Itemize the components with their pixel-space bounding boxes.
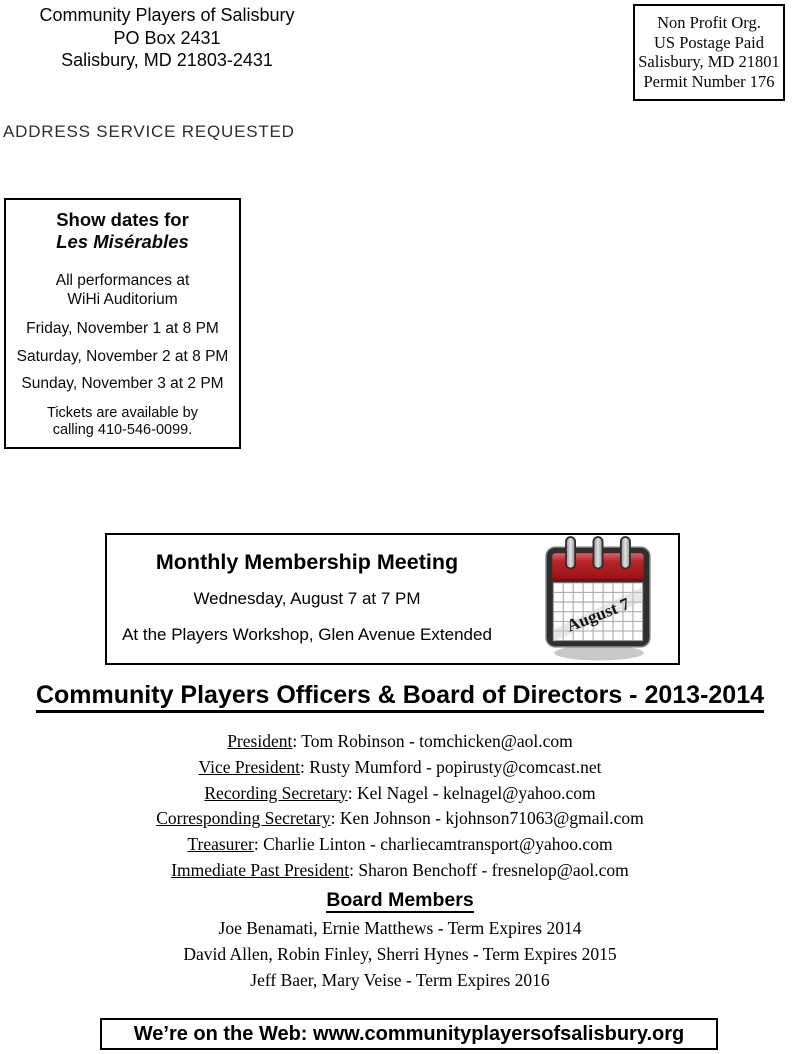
board-member-row: Jeff Baer, Mary Veise - Term Expires 2016	[250, 969, 550, 990]
board-member-row: David Allen, Robin Finley, Sherri Hynes - Term Expires 2015	[183, 943, 617, 964]
binder-ring	[593, 537, 602, 568]
officer-row	[0, 781, 800, 807]
venue-line: All performances at	[55, 272, 190, 289]
officer-row	[0, 806, 800, 832]
return-address-line: PO Box 2431	[113, 27, 221, 48]
performance-date: Saturday, November 2 at 8 PM	[16, 347, 229, 365]
officer-detail: : Sharon Benchoff - fresnelop@aol.com	[349, 859, 629, 880]
postage-permit-box	[633, 4, 785, 101]
show-title-les-miserables: Les Misérables	[56, 231, 189, 252]
return-address-line: Salisbury, MD 21803-2431	[61, 50, 273, 70]
return-address-block	[22, 4, 312, 72]
website-text: We’re on the Web: www.communityplayersofsalisbury.org	[133, 1023, 685, 1045]
meeting-box	[105, 533, 680, 665]
officer-role: Vice President	[198, 756, 301, 777]
tickets-line: calling 410-546-0099.	[52, 421, 193, 438]
officer-row	[0, 729, 800, 755]
postage-line: Salisbury, MD 21801	[638, 52, 780, 71]
calendar-icon	[543, 534, 655, 662]
officer-row	[0, 832, 800, 858]
board-members-list	[0, 915, 800, 993]
performance-date: Friday, November 1 at 8 PM	[26, 320, 219, 337]
officer-role: President	[227, 731, 293, 751]
meeting-text-column	[117, 535, 497, 645]
meeting-datetime: Wednesday, August 7 at 7 PM	[193, 589, 421, 608]
tickets-info	[8, 405, 237, 439]
website-banner	[100, 1018, 718, 1050]
postage-line: US Postage Paid	[653, 32, 764, 52]
venue-info	[8, 271, 237, 309]
meeting-location: At the Players Workshop, Glen Avenue Extended	[122, 625, 492, 644]
officers-heading: Community Players Officers & Board of Directors - 2013-2014	[0, 681, 800, 710]
board-member-row: Joe Benamati, Ernie Matthews - Term Expires 2014	[218, 917, 582, 938]
tickets-line: Tickets are available by	[47, 404, 198, 421]
officer-role: Treasurer	[187, 834, 254, 855]
venue-line: WiHi Auditorium	[67, 291, 178, 308]
officer-detail: : Charlie Linton - charliecamtransport@yahoo.com	[253, 834, 613, 855]
officer-role: Immediate Past President	[171, 859, 350, 880]
officer-role: Recording Secretary	[204, 782, 348, 803]
show-dates-title: Show dates for	[56, 209, 189, 230]
meeting-title: Monthly Membership Meeting	[155, 550, 459, 574]
address-service-text: ADDRESS SERVICE REQUESTED	[3, 122, 295, 141]
officer-row	[0, 858, 800, 884]
officer-detail: : Kel Nagel - kelnagel@yahoo.com	[347, 782, 596, 803]
binder-ring	[621, 537, 630, 568]
officer-role: Corresponding Secretary	[156, 808, 331, 829]
performance-date: Sunday, November 3 at 2 PM	[21, 375, 224, 392]
officers-section	[0, 681, 800, 993]
officer-detail: : Tom Robinson - tomchicken@aol.com	[292, 731, 573, 751]
officer-row	[0, 755, 800, 781]
calendar-date-label: August 7	[564, 594, 633, 636]
show-dates-box	[4, 198, 241, 449]
board-members-heading: Board Members	[326, 888, 474, 911]
officers-list	[0, 729, 800, 884]
binder-ring	[566, 537, 575, 568]
postage-line: Permit Number 176	[643, 71, 775, 91]
officer-detail: : Ken Johnson - kjohnson71063@gmail.com	[330, 808, 644, 829]
return-address-line: Community Players of Salisbury	[39, 5, 295, 25]
officer-detail: : Rusty Mumford - popirusty@comcast.net	[300, 756, 602, 777]
postage-line: Non Profit Org.	[657, 13, 761, 32]
